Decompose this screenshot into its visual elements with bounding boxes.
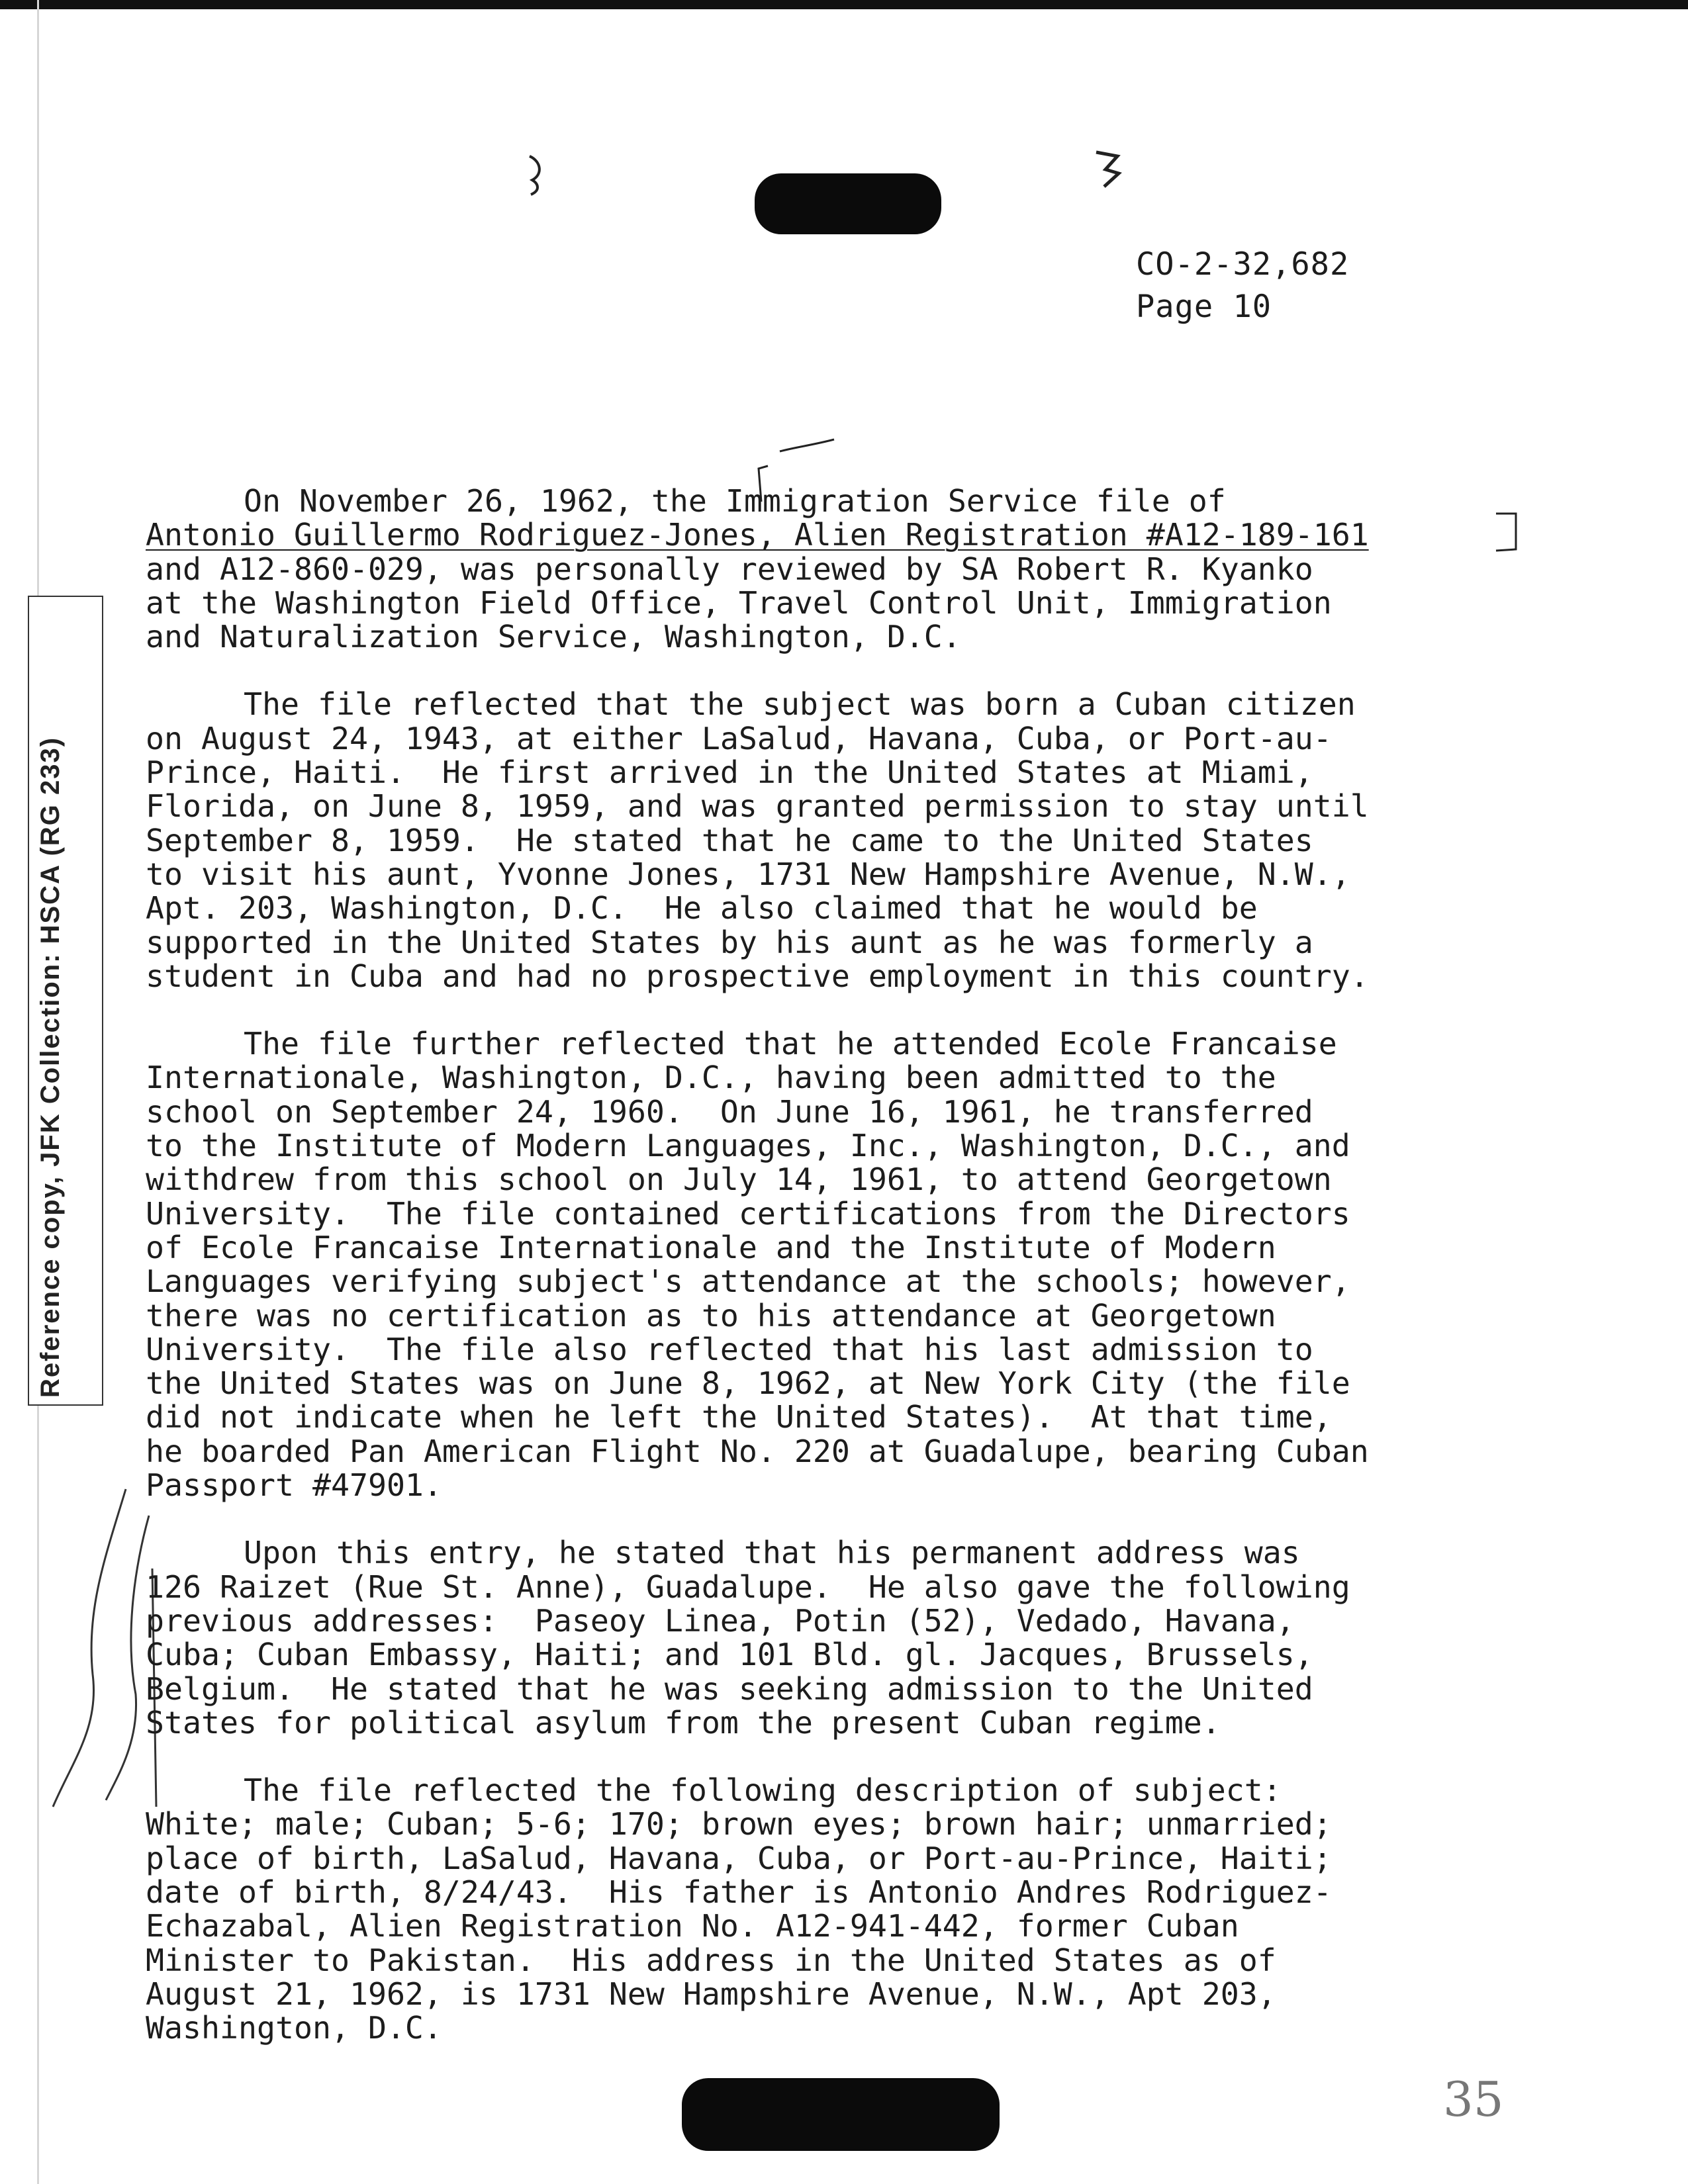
text-line: supported in the United States by his aunt as he was formerly a bbox=[146, 924, 1313, 960]
text-line: White; male; Cuban; 5-6; 170; brown eyes; brown hair; unmarried; bbox=[146, 1806, 1332, 1843]
text-line: at the Washington Field Office, Travel Control Unit, Immigration bbox=[146, 584, 1332, 621]
paragraph-description bbox=[146, 1774, 1549, 2045]
text-line: University. The file contained certifications from the Directors bbox=[146, 1195, 1350, 1232]
text-line: student in Cuba and had no prospective employment in this country. bbox=[146, 958, 1369, 994]
page-number: Page 10 bbox=[1136, 289, 1272, 325]
text-line: 126 Raizet (Rue St. Anne), Guadalupe. He also gave the following bbox=[146, 1569, 1350, 1605]
text-line: Prince, Haiti. He first arrived in the United States at Miami, bbox=[146, 754, 1313, 791]
text-line: Cuba; Cuban Embassy, Haiti; and 101 Bld. gl. Jacques, Brussels, bbox=[146, 1637, 1313, 1673]
text-line: school on September 24, 1960. On June 16, 1961, he transferred bbox=[146, 1093, 1313, 1130]
text-line: previous addresses: Paseoy Linea, Potin (52), Vedado, Havana, bbox=[146, 1602, 1295, 1639]
text-line: on August 24, 1943, at either LaSalud, Havana, Cuba, or Port-au- bbox=[146, 720, 1332, 756]
text-line: and Naturalization Service, Washington, D.C. bbox=[146, 619, 961, 655]
paragraph-review bbox=[146, 484, 1549, 654]
text-line: Florida, on June 8, 1959, and was granted permission to stay until bbox=[146, 788, 1369, 825]
text-line: Washington, D.C. bbox=[146, 2010, 442, 2046]
text-line: there was no certification as to his attendance at Georgetown bbox=[146, 1297, 1276, 1334]
text-line: States for political asylum from the present Cuban regime. bbox=[146, 1704, 1221, 1741]
handwritten-annotation bbox=[26, 1476, 159, 1820]
text-line: Internationale, Washington, D.C., having been admitted to the bbox=[146, 1060, 1276, 1096]
text-line: Minister to Pakistan. His address in the United States as of bbox=[146, 1942, 1276, 1978]
text-line: Belgium. He stated that he was seeking admission to the United bbox=[146, 1670, 1313, 1707]
text-line: Apt. 203, Washington, D.C. He also claimed that he would be bbox=[146, 890, 1258, 927]
text-line: Languages verifying subject's attendance at the schools; however, bbox=[146, 1263, 1350, 1300]
punch-mark-left bbox=[523, 152, 549, 199]
page-top-edge bbox=[0, 0, 1688, 9]
paragraph-education bbox=[146, 1027, 1549, 1502]
footer-handwritten-number: 35 bbox=[1443, 2071, 1504, 2127]
paragraph-addresses bbox=[146, 1536, 1549, 1740]
text-line: and A12-860-029, was personally reviewed by SA Robert R. Kyanko bbox=[146, 551, 1313, 587]
text-line: did not indicate when he left the United States). At that time, bbox=[146, 1399, 1332, 1435]
text-line: The file reflected the following description of subject: bbox=[244, 1772, 1282, 1809]
text-line: to visit his aunt, Yvonne Jones, 1731 New Hampshire Avenue, N.W., bbox=[146, 856, 1350, 892]
text-line: On November 26, 1962, the Immigration Service file of bbox=[244, 483, 1226, 519]
file-number: CO-2-32,682 bbox=[1136, 246, 1350, 283]
footer-redaction bbox=[682, 2078, 1000, 2151]
reference-stamp-text: Reference copy, JFK Collection: HSCA (RG 233) bbox=[36, 736, 65, 1398]
text-line: Passport #47901. bbox=[146, 1467, 442, 1504]
punch-mark-right bbox=[1092, 147, 1125, 193]
text-line: Echazabal, Alien Registration No. A12-941-442, former Cuban bbox=[146, 1908, 1239, 1944]
text-line: he boarded Pan American Flight No. 220 at Guadalupe, bearing Cuban bbox=[146, 1433, 1369, 1469]
text-line: August 21, 1962, is 1731 New Hampshire Avenue, N.W., Apt 203, bbox=[146, 1976, 1276, 2012]
text-line: September 8, 1959. He stated that he came to the United States bbox=[146, 822, 1313, 858]
text-line: University. The file also reflected that his last admission to bbox=[146, 1331, 1313, 1367]
text-line: date of birth, 8/24/43. His father is Antonio Andres Rodriguez- bbox=[146, 1874, 1332, 1910]
text-line: place of birth, LaSalud, Havana, Cuba, or Port-au-Prince, Haiti; bbox=[146, 1840, 1332, 1876]
reference-stamp bbox=[28, 596, 103, 1406]
text-line: The file further reflected that he attended Ecole Francaise bbox=[244, 1026, 1337, 1062]
header-redaction bbox=[755, 173, 941, 234]
text-line: Antonio Guillermo Rodriguez-Jones, Alien Registration #A12-189-161 bbox=[146, 517, 1369, 553]
text-line: to the Institute of Modern Languages, Inc., Washington, D.C., and bbox=[146, 1128, 1350, 1164]
text-line: withdrew from this school on July 14, 1961, to attend Georgetown bbox=[146, 1161, 1332, 1198]
document-header bbox=[1136, 244, 1349, 328]
text-line: The file reflected that the subject was born a Cuban citizen bbox=[244, 686, 1356, 723]
text-line: the United States was on June 8, 1962, at New York City (the file bbox=[146, 1365, 1350, 1402]
text-line: of Ecole Francaise Internationale and the Institute of Modern bbox=[146, 1229, 1276, 1265]
document-body bbox=[146, 484, 1549, 2079]
paragraph-birth-arrival bbox=[146, 688, 1549, 993]
text-line: Upon this entry, he stated that his permanent address was bbox=[244, 1535, 1300, 1571]
